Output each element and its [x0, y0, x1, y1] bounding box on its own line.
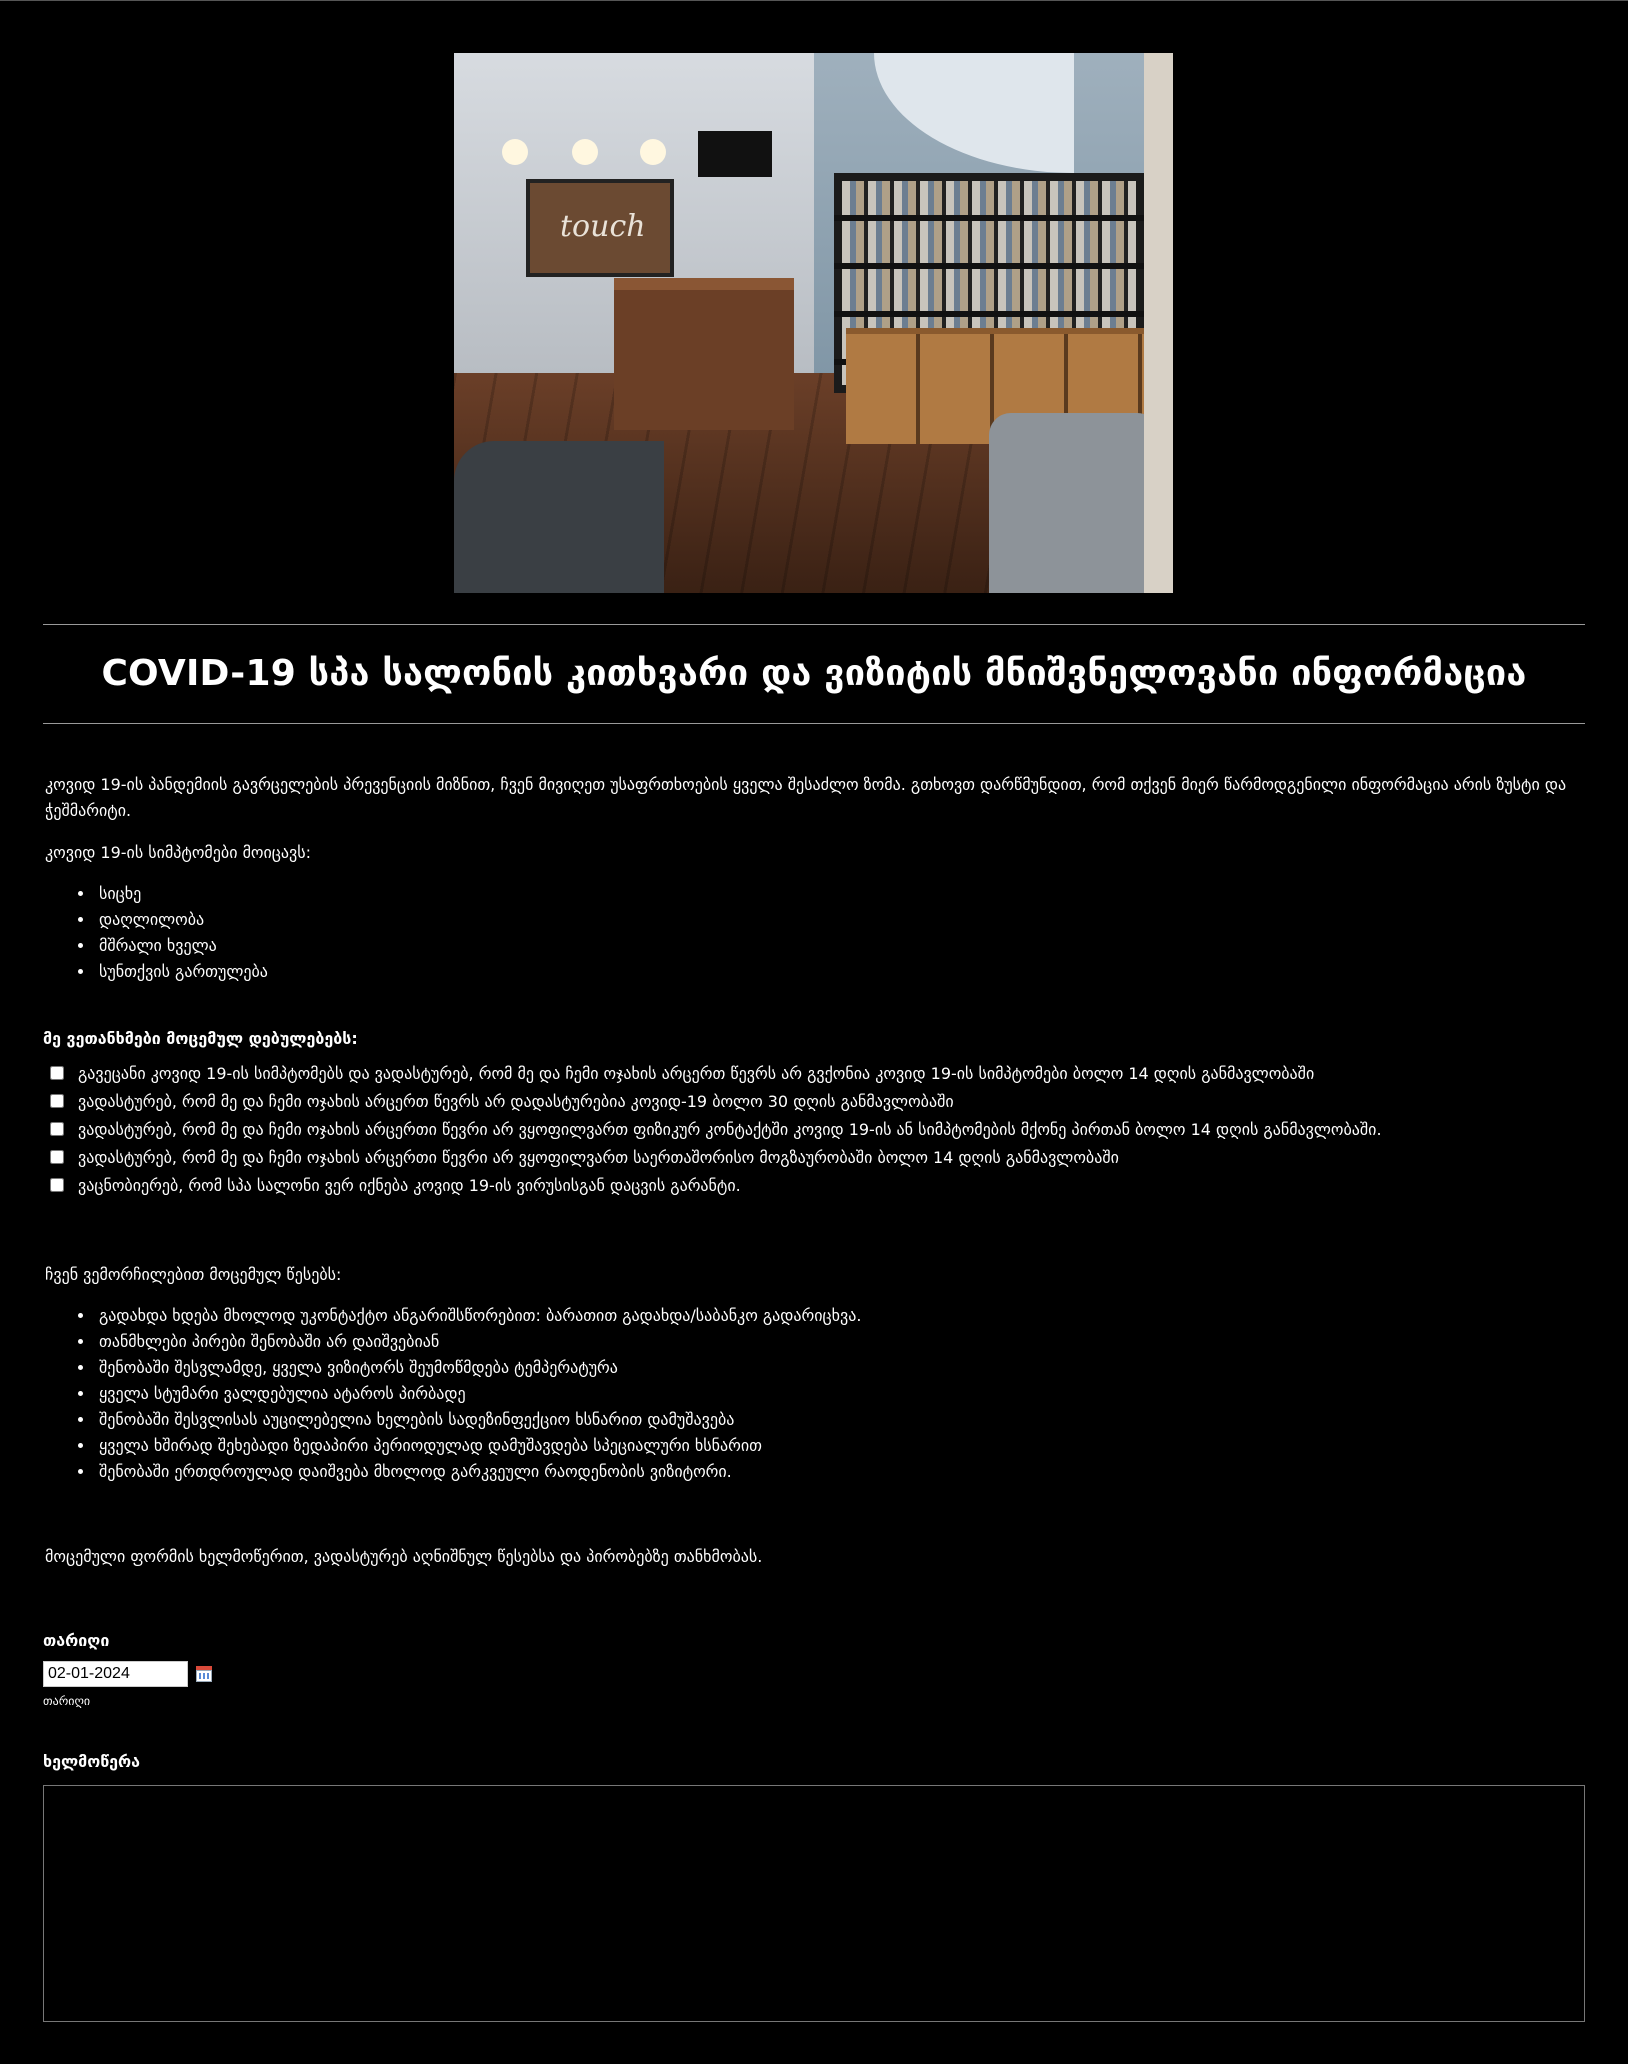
agreement-checklist [50, 1059, 1382, 1199]
list-item: • ყველა სტუმარი ვალდებულია ატაროს პირბადე [95, 1381, 861, 1407]
date-sublabel: თარიღი [43, 1694, 91, 1708]
agreement-option-label: ვადასტურებ, რომ მე და ჩემი ოჯახის არცერთ წევრს არ დადასტურებია კოვიდ-19 ბოლო 30 დღის განმავლობაში [78, 1091, 954, 1111]
rules-heading: ჩვენ ვემორჩილებით მოცემულ წესებს: [45, 1265, 342, 1284]
signature-label: ხელმოწერა [43, 1752, 141, 1771]
list-item: • თანმხლები პირები შენობაში არ დაიშვებიან [95, 1329, 861, 1355]
symptoms-list [45, 881, 268, 985]
agreement-checkbox[interactable] [50, 1122, 64, 1136]
agreement-option[interactable] [50, 1171, 1382, 1199]
salon-sign-text: touch [560, 209, 646, 244]
agreement-checkbox[interactable] [50, 1066, 64, 1080]
form-page [0, 1, 1628, 2064]
signature-pad[interactable] [43, 1785, 1585, 2022]
agreement-checkbox[interactable] [50, 1150, 64, 1164]
divider-bottom [43, 723, 1585, 724]
agreement-option[interactable] [50, 1143, 1382, 1171]
list-item: • დაღლილობა [95, 907, 268, 933]
agreement-heading: მე ვეთანხმები მოცემულ დებულებებს: [43, 1029, 358, 1048]
date-field-group [43, 1661, 212, 1687]
calendar-icon[interactable] [196, 1666, 212, 1682]
page-title: COVID-19 სპა სალონის კითხვარი და ვიზიტის მნიშვნელოვანი ინფორმაცია [101, 653, 1527, 694]
list-item: • გადახდა ხდება მხოლოდ უკონტაქტო ანგარიშსწორებით: ბარათით გადახდა/საბანკო გადარიცხვა. [95, 1303, 861, 1329]
salon-photo [454, 53, 1173, 593]
agreement-option-label: ვადასტურებ, რომ მე და ჩემი ოჯახის არცერთი წევრი არ ვყოფილვართ ფიზიკურ კონტაქტში კოვიდ 19-ის ან სიმპტომების მქონე პირთან ბოლო 14 დღის განმავლობაში. [78, 1119, 1382, 1139]
consent-text: მოცემული ფორმის ხელმოწერით, ვადასტურებ აღნიშნულ წესებსა და პირობებზე თანხმობას. [45, 1547, 763, 1566]
list-item: • სუნთქვის გართულება [95, 959, 268, 985]
agreement-option[interactable] [50, 1059, 1382, 1087]
date-input[interactable] [43, 1661, 188, 1687]
divider-top [43, 624, 1585, 625]
agreement-option[interactable] [50, 1087, 1382, 1115]
list-item: • ყველა ხშირად შეხებადი ზედაპირი პერიოდულად დამუშავდება სპეციალური ხსნარით [95, 1433, 861, 1459]
agreement-checkbox[interactable] [50, 1094, 64, 1108]
list-item: • შენობაში ერთდროულად დაიშვება მხოლოდ გარკვეული რაოდენობის ვიზიტორი. [95, 1459, 861, 1485]
agreement-option-label: ვადასტურებ, რომ მე და ჩემი ოჯახის არცერთი წევრი არ ვყოფილვართ საერთაშორისო მოგზაურობაში ბოლო 14 დღის განმავლობაში [78, 1147, 1119, 1167]
date-label: თარიღი [43, 1631, 110, 1650]
list-item: • მშრალი ხველა [95, 933, 268, 959]
agreement-option-label: გავეცანი კოვიდ 19-ის სიმპტომებს და ვადასტურებ, რომ მე და ჩემი ოჯახის არცერთ წევრს არ გვქონია კოვიდ 19-ის სიმპტომები ბოლო 14 დღის განმავლობაში [78, 1063, 1315, 1083]
list-item: • შენობაში შესვლამდე, ყველა ვიზიტორს შეუმოწმდება ტემპერატურა [95, 1355, 861, 1381]
list-item: • შენობაში შესვლისას აუცილებელია ხელების სადეზინფექციო ხსნარით დამუშავება [95, 1407, 861, 1433]
agreement-checkbox[interactable] [50, 1178, 64, 1192]
agreement-option[interactable] [50, 1115, 1382, 1143]
salon-logo-sign [526, 179, 674, 277]
agreement-option-label: ვაცნობიერებ, რომ სპა სალონი ვერ იქნება კოვიდ 19-ის ვირუსისგან დაცვის გარანტი. [78, 1175, 741, 1195]
rules-list [45, 1303, 861, 1485]
list-item: • სიცხე [95, 881, 268, 907]
symptoms-heading: კოვიდ 19-ის სიმპტომები მოიცავს: [45, 843, 311, 862]
intro-text: კოვიდ 19-ის პანდემიის გავრცელების პრევენციის მიზნით, ჩვენ მივიღეთ უსაფრთხოების ყველა შესაძლო ზომა. გთხოვთ დარწმუნდით, რომ თქვენ მიერ წარმოდგენილი ინფორმაცია არის ზუსტი და ჭეშმარიტი. [45, 775, 1567, 820]
